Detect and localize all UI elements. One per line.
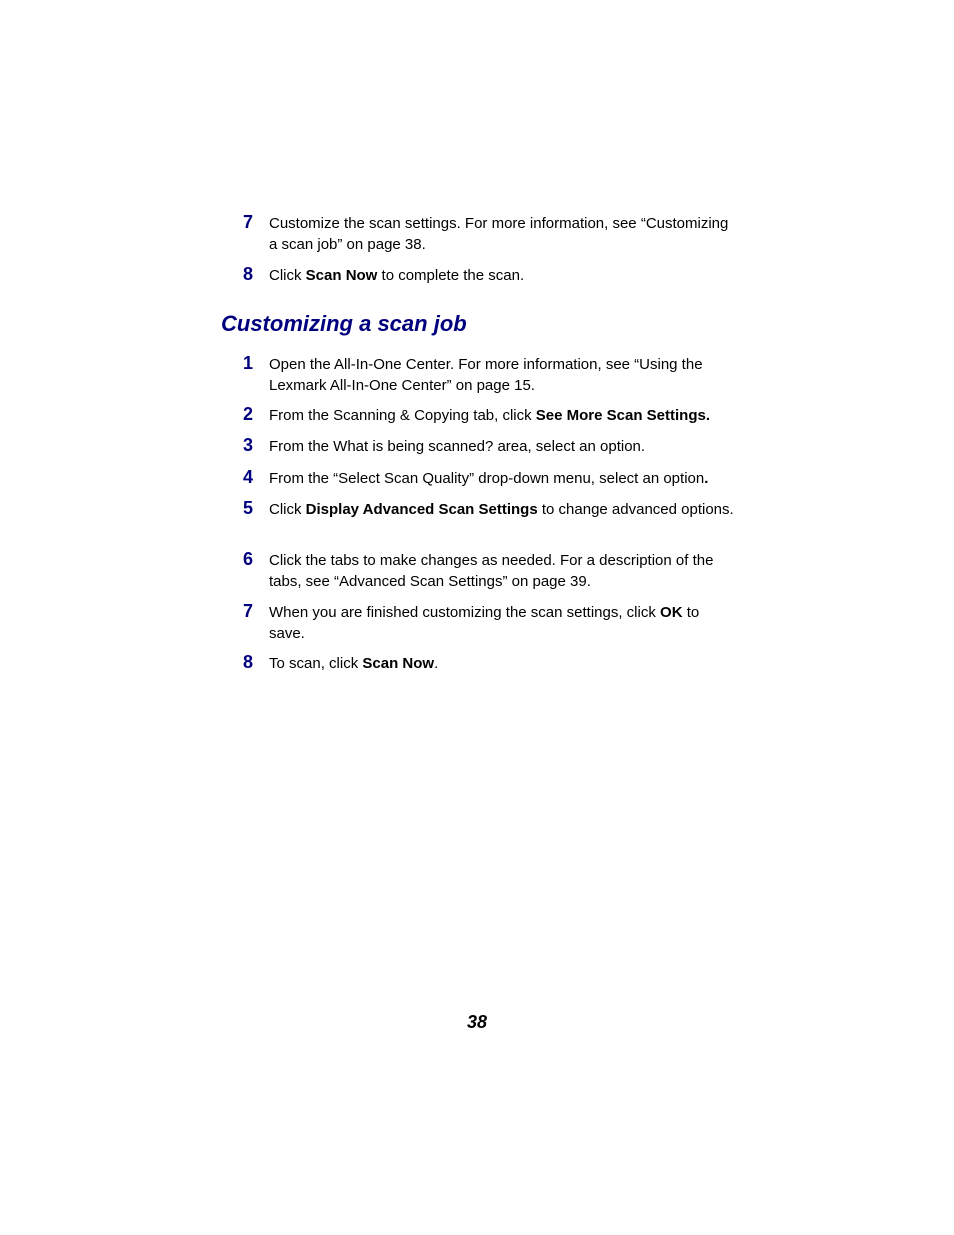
step-text: When you are finished customizing the scan settings, click OK to save.	[269, 604, 700, 642]
step-number: 5	[243, 498, 254, 518]
step-text: Click the tabs to make changes as needed. For a description of the tabs, see “Advanced Scan Settings” on page 39.	[269, 552, 714, 590]
step-text: From the What is being scanned? area, select an option.	[269, 438, 646, 455]
step-text: From the “Select Scan Quality” drop-down menu, select an option.	[269, 470, 709, 487]
step-number: 7	[243, 212, 254, 232]
step-number: 4	[243, 467, 254, 487]
step-text: Customize the scan settings. For more information, see “Customizing a scan job” on page 38.	[269, 215, 729, 253]
step-number: 2	[243, 404, 254, 424]
step-text: From the Scanning & Copying tab, click See More Scan Settings.	[269, 407, 711, 424]
step-text: Click Scan Now to complete the scan.	[269, 267, 525, 284]
step-number: 8	[243, 652, 254, 672]
page-number: 38	[466, 1012, 488, 1032]
step-number: 3	[243, 435, 254, 455]
step-number: 1	[243, 353, 254, 373]
step-number: 8	[243, 264, 254, 284]
step-text: Open the All-In-One Center. For more information, see “Using the Lexmark All-In-One Center” on page 15.	[269, 356, 703, 394]
section-heading: Customizing a scan job	[221, 311, 467, 336]
step-text: Click Display Advanced Scan Settings to change advanced options.	[269, 501, 734, 518]
step-number: 7	[243, 601, 254, 621]
step-number: 6	[243, 549, 254, 569]
step-text: To scan, click Scan Now.	[269, 655, 439, 672]
